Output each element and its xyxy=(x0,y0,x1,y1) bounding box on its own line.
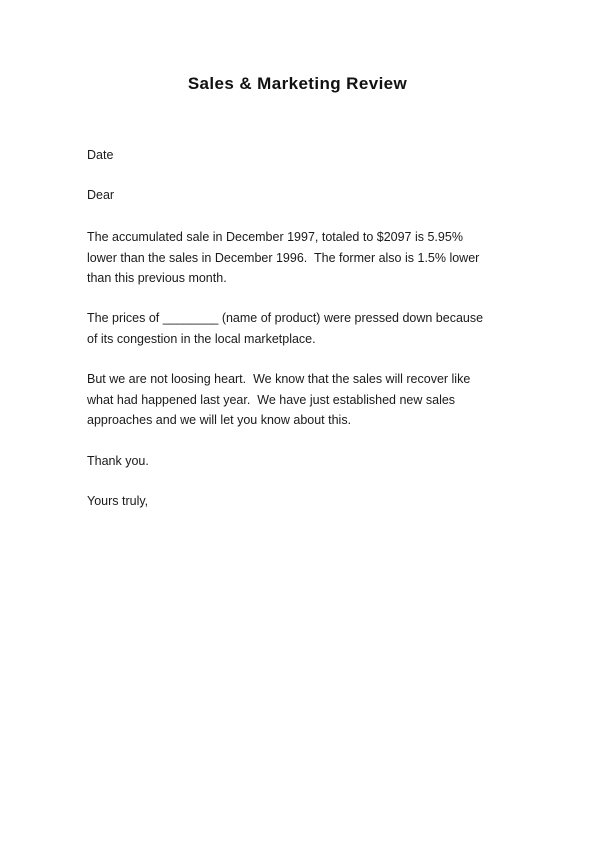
closing-line: Yours truly, xyxy=(87,494,149,508)
paragraph-line: lower than the sales in December 1996. The former also is 1.5% lower xyxy=(87,250,480,265)
salutation: Dear xyxy=(87,188,115,202)
paragraph-line: The accumulated sale in December 1997, totaled to $2097 is 5.95% xyxy=(87,230,463,244)
date-label: Date xyxy=(87,148,114,162)
paragraph-sales-summary xyxy=(87,227,517,289)
paragraph-line: what had happened last year. We have just established new sales xyxy=(87,392,456,407)
paragraph-line: of its congestion in the local marketplace. xyxy=(87,331,316,346)
paragraph-line: than this previous month. xyxy=(87,271,227,285)
document-title: Sales & Marketing Review xyxy=(187,74,408,93)
paragraph-outlook xyxy=(87,369,517,431)
paragraph-line: approaches and we will let you know about this. xyxy=(87,413,352,427)
thank-you-line: Thank you. xyxy=(87,454,149,468)
paragraph-line: The prices of ________ (name of product) were pressed down because xyxy=(87,311,484,325)
paragraph-product-prices xyxy=(87,308,517,349)
paragraph-line: But we are not loosing heart. We know that the sales will recover like xyxy=(87,372,471,386)
